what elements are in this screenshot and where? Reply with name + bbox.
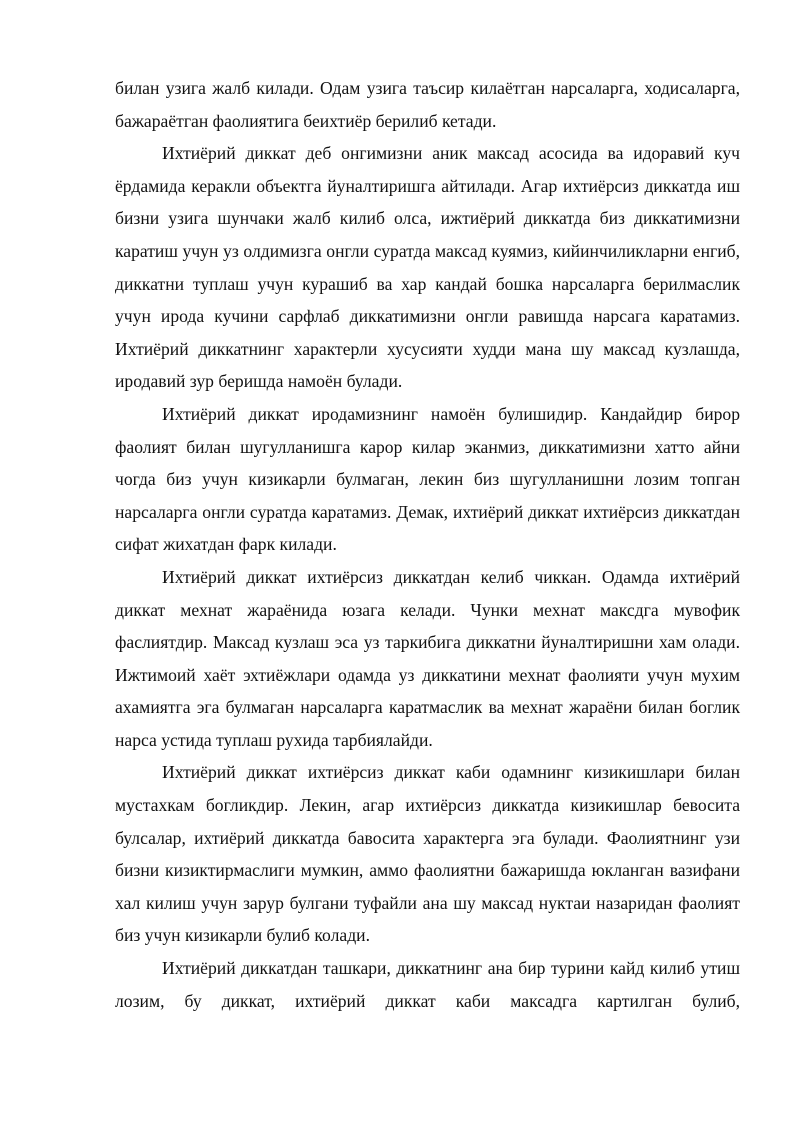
- document-page: [115, 72, 740, 1017]
- paragraph-2: Ихтиёрий диккат деб онгимизни аник максад асосида ва идоравий куч ёрдамида керакли объектга йуналтиришга айтилади. Агар ихтиёрсиз диккатда иш бизни узига шунчаки жалб килиб олса, ижтиёрий диккатда биз диккатимизни каратиш учун уз олдимизга онгли суратда максад куямиз, кийинчиликларни енгиб, диккатни туплаш учун курашиб ва хар кандай бошка нарсаларга берилмаслик учун ирода кучини сарфлаб диккатимизни онгли равишда нарсага каратамиз. Ихтиёрий диккатнинг характерли хусусияти худди мана шу максад кузлашда, иродавий зур беришда намоён булади.: [115, 143, 740, 392]
- paragraph-6: Ихтиёрий диккатдан ташкари, диккатнинг ана бир турини кайд килиб утиш лозим, бу диккат, ихтиёрий диккат каби максадга картилган булиб,: [115, 958, 740, 1011]
- paragraph-5: Ихтиёрий диккат ихтиёрсиз диккат каби одамнинг кизикишлари билан мустахкам богликдир. Лекин, агар ихтиёрсиз диккатда кизикишлар бевосита булсалар, ихтиёрий диккатда бавосита характерга эга булади. Фаолиятнинг узи бизни кизиктирмаслиги мумкин, аммо фаолиятни бажаришда юкланган вазифани хал килиш учун зарур булгани туфайли ана шу максад нуктаи назаридан фаолият биз учун кизикарли булиб колади.: [115, 762, 740, 946]
- paragraph-1: билан узига жалб килади. Одам узига таъсир килаётган нарсаларга, ходисаларга, бажараётган фаолиятига беихтиёр берилиб кетади.: [115, 78, 740, 131]
- paragraph-3: Ихтиёрий диккат иродамизнинг намоён булишидир. Кандайдир бирор фаолият билан шугулланишга карор килар эканмиз, диккатимизни хатто айни чогда биз учун кизикарли булмаган, лекин биз шугулланишни лозим топган нарсаларга онгли суратда каратамиз. Демак, ихтиёрий диккат ихтиёрсиз диккатдан сифат жихатдан фарк килади.: [115, 403, 740, 555]
- paragraph-4: Ихтиёрий диккат ихтиёрсиз диккатдан келиб чиккан. Одамда ихтиёрий диккат мехнат жараёнида юзага келади. Чунки мехнат максдга мувофик фаслиятдир. Максад кузлаш эса уз таркибига диккатни йуналтиришни хам олади. Ижтимоий хаёт эхтиёжлари одамда уз диккатини мехнат фаолияти учун мухим ахамиятга эга булмаган нарсаларга каратмаслик ва мехнат жараёни билан боглик нарса устида туплаш рухида тарбиялайди.: [115, 566, 740, 750]
